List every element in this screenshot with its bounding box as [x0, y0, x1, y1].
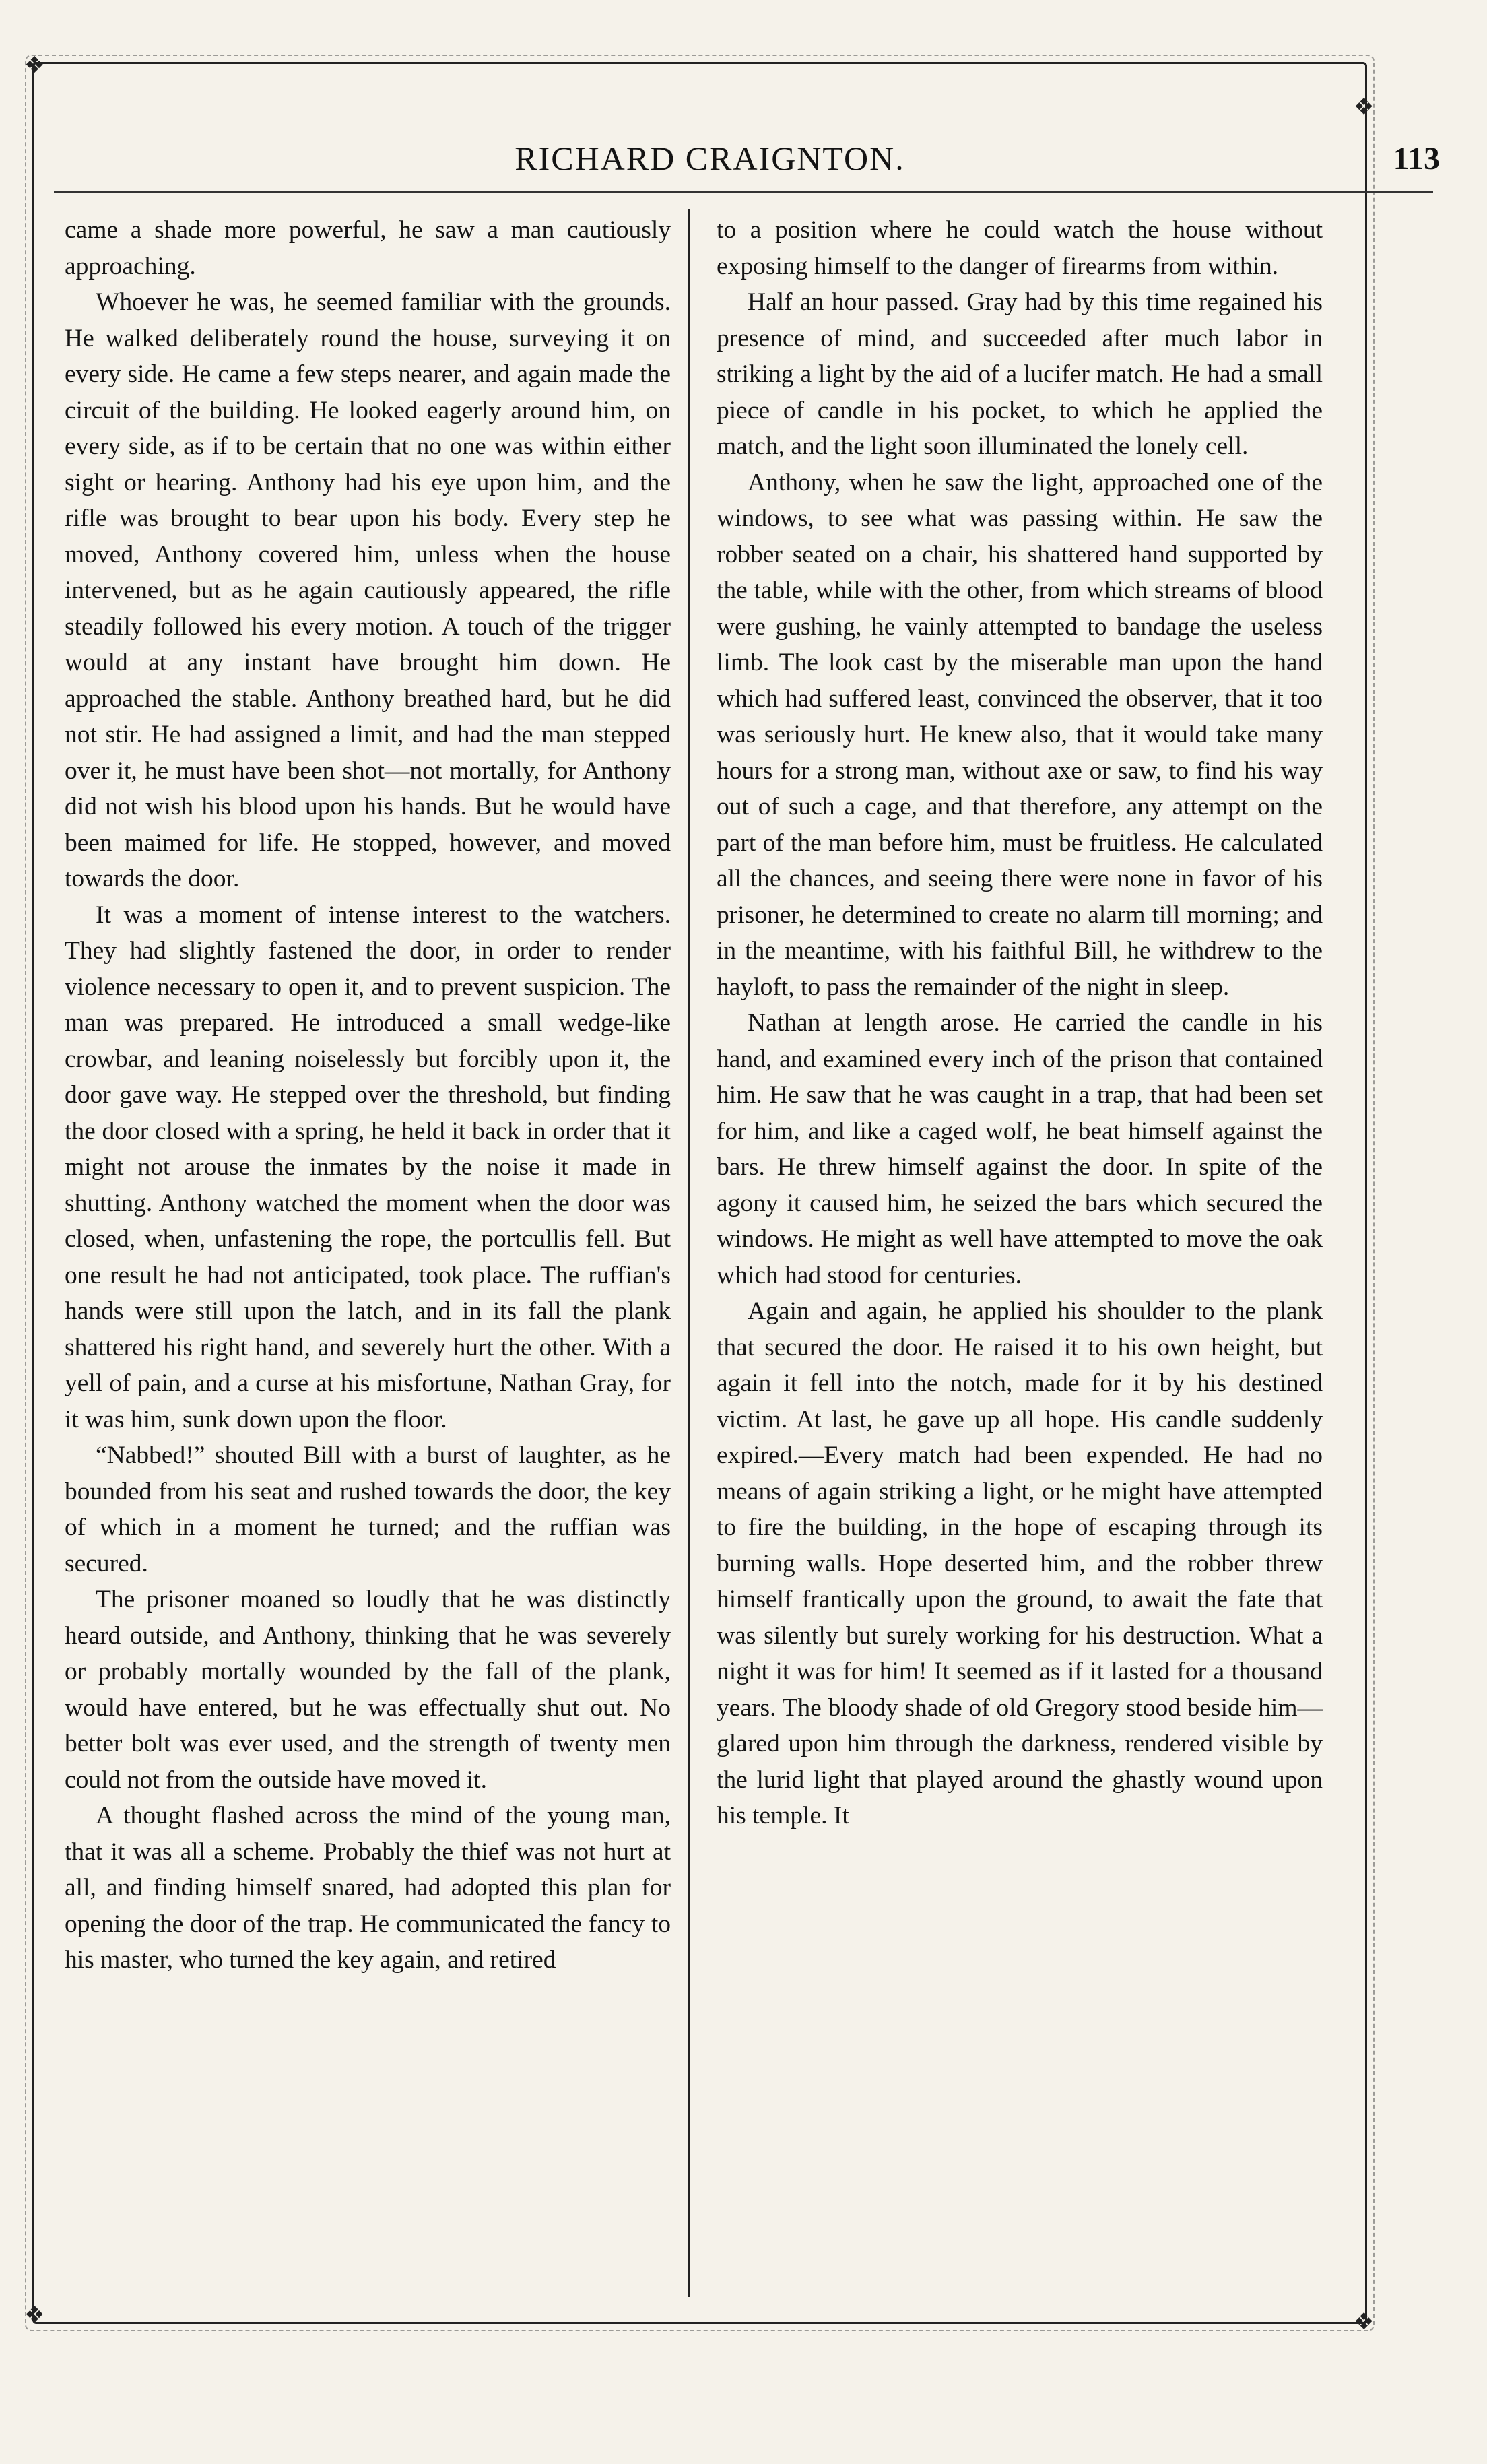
- paragraph: A thought flashed across the mind of the young man, that it was all a scheme. Probably the thief was not hurt at all, and finding himself snared, had adopted this plan for opening the door of the trap. He communicated the fancy to his master, who turned the key again, and retired: [65, 1802, 671, 1974]
- corner-ornament-top-right: ❖: [1354, 94, 1375, 121]
- corner-ornament-top-left: ❖: [24, 52, 45, 79]
- paragraph: “Nabbed!” shouted Bill with a burst of laughter, as he bounded from his seat and rushed towards the door, the key of which in a moment he turned; and the ruffian was secured.: [65, 1441, 671, 1578]
- running-header: [67, 138, 1440, 179]
- paragraph: to a position where he could watch the house without exposing himself to the danger of firearms from within.: [717, 216, 1323, 280]
- right-text-column: [717, 212, 1323, 2297]
- paragraph: The prisoner moaned so loudly that he was distinctly heard outside, and Anthony, thinking that he was severely or probably mortally wounded by the fall of the plank, would have entered, but he was effectually shut out. No better bolt was ever used, and the strength of twenty men could not from the outside have moved it.: [65, 1586, 671, 1794]
- left-text-column: [65, 212, 671, 2297]
- paragraph: Whoever he was, he seemed familiar with the grounds. He walked deliberately round the house, surveying it on every side. He came a few steps nearer, and again made the circuit of the building. He looked eagerly around him, on every side, as if to be certain that no one was within either sight or hearing. Anthony had his eye upon him, and the rifle was brought to bear upon his body. Every step he moved, Anthony covered him, unless when the house intervened, but as he again cautiously appeared, the rifle steadily followed his every motion. A touch of the trigger would at any instant have brought him down. He approached the stable. Anthony breathed hard, but he did not stir. He had assigned a limit, and had the man stepped over it, he must have been shot—not mortally, for Anthony did not wish his blood upon his hands. But he would have been maimed for life. He stopped, however, and moved towards the door.: [65, 288, 671, 893]
- paragraph: Half an hour passed. Gray had by this time regained his presence of mind, and succeeded after much labor in striking a light by the aid of a lucifer match. He had a small piece of candle in his pocket, to which he applied the match, and the light soon illuminated the lonely cell.: [717, 288, 1323, 460]
- running-title: RICHARD CRAIGNTON.: [515, 139, 905, 177]
- paragraph: came a shade more powerful, he saw a man cautiously approaching.: [65, 216, 671, 280]
- corner-ornament-bottom-right: ❖: [1354, 2308, 1375, 2335]
- paragraph: Again and again, he applied his shoulder to the plank that secured the door. He raised it to his own height, but again it fell into the notch, made for it by his destined victim. At last, he gave up all hope. His candle suddenly expired.—Every match had been expended. He had no means of again striking a light, or he might have attempted to fire the building, in the hope of escaping through its burning walls. Hope deserted him, and the robber threw himself frantically upon the ground, to await the fate that was silently but surely working for his destruction. What a night it was for him! It seemed as if it lasted for a thousand years. The bloody shade of old Gregory stood beside him—glared upon him through the darkness, rendered visible by the lurid light that played around the ghastly wound upon his temple. It: [717, 1297, 1323, 1829]
- paragraph: Anthony, when he saw the light, approached one of the windows, to see what was passing within. He saw the robber seated on a chair, his shattered hand supported by the table, while with the other, from which streams of blood were gushing, he vainly attempted to bandage the useless limb. The look cast by the miserable man upon the hand which had suffered least, convinced the observer, that it too was seriously hurt. He knew also, that it would take many hours for a strong man, without axe or saw, to find his way out of such a cage, and that therefore, any attempt on the part of the man before him, must be fruitless. He calculated all the chances, and seeing there were none in favor of his prisoner, he determined to create no alarm till morning; and in the meantime, with his faithful Bill, he withdrew to the hayloft, to pass the remainder of the night in sleep.: [717, 468, 1323, 1001]
- paragraph: Nathan at length arose. He carried the candle in his hand, and examined every inch of the prison that contained him. He saw that he was caught in a trap, that had been set for him, and like a caged wolf, he beat himself against the bars. He threw himself against the door. In spite of the agony it caused him, he seized the bars which secured the windows. He might as well have attempted to move the oak which had stood for centuries.: [717, 1009, 1323, 1289]
- header-rule: [54, 191, 1433, 193]
- corner-ornament-bottom-left: ❖: [24, 2302, 45, 2329]
- page-number: 113: [1393, 140, 1440, 176]
- column-divider: [688, 209, 690, 2297]
- paragraph: It was a moment of intense interest to the watchers. They had slightly fastened the door, in order to render violence necessary to open it, and to prevent suspicion. The man was prepared. He introduced a small wedge-like crowbar, and leaning noiselessly but forcibly upon it, the door gave way. He stepped over the threshold, but finding the door closed with a spring, he held it back in order that it might not arouse the inmates by the noise it made in shutting. Anthony watched the moment when the door was closed, when, unfastening the rope, the portcullis fell. But one result he had not anticipated, took place. The ruffian's hands were still upon the latch, and in its fall the plank shattered his right hand, and severely hurt the other. With a yell of pain, and a curse at his misfortune, Nathan Gray, for it was him, sunk down upon the floor.: [65, 901, 671, 1433]
